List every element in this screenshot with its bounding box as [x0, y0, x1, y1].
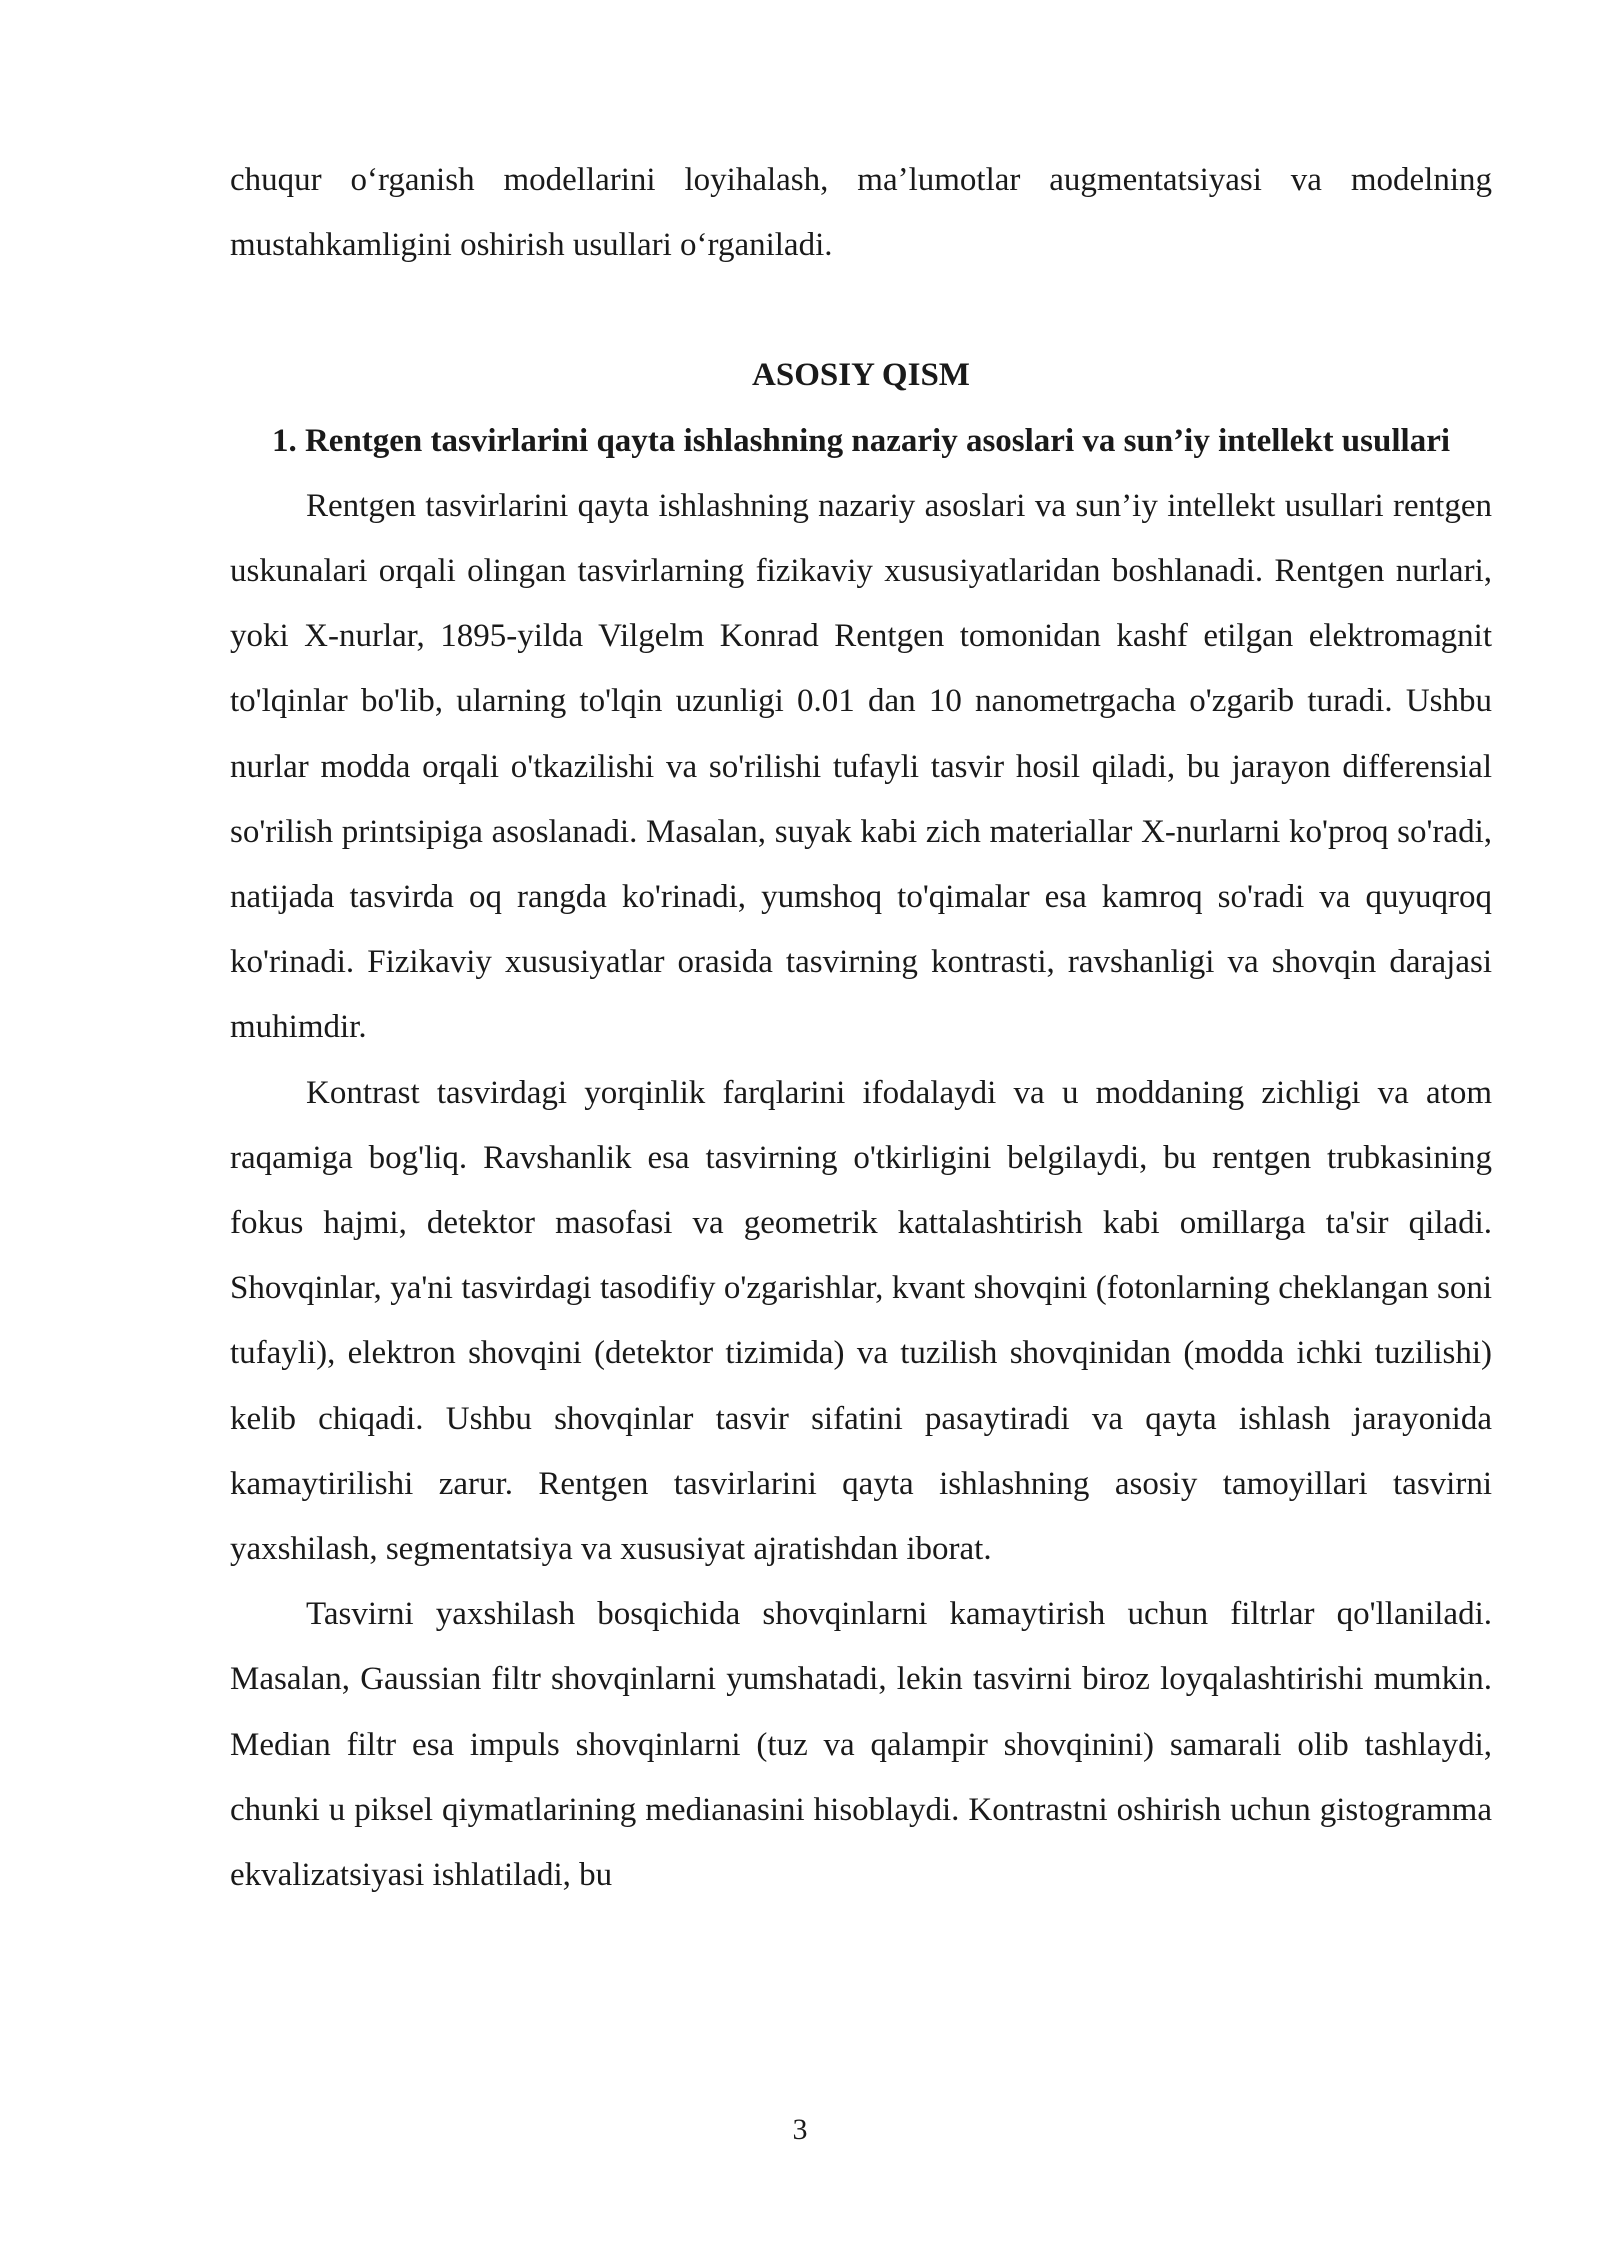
body-paragraph-2: Kontrast tasvirdagi yorqinlik farqlarini ifodalaydi va u moddaning zichligi va atom raqamiga bog'liq. Ravshanlik esa tasvirning o'tkirligini belgilaydi, bu rentgen trubkasining fokus hajmi, detektor masofasi va geometrik kattalashtirish kabi omillarga ta'sir qiladi. Shovqinlar, ya'ni tasvirdagi tasodifiy o'zgarishlar, kvant shovqini (fotonlarning cheklangan soni tufayli), elektron shovqini (detektor tizimida) va tuzilish shovqinidan (modda ichki tuzilishi) kelib chiqadi. Ushbu shovqinlar tasvir sifatini pasaytiradi va qayta ishlash jarayonida kamaytirilishi zarur. Rentgen tasvirlarini qayta ishlashning asosiy tamoyillari tasvirni yaxshilash, segmentatsiya va xususiyat ajratishdan iborat.: [230, 1074, 1492, 1568]
section-spacer: [230, 278, 1492, 343]
body-paragraph-3: Tasvirni yaxshilash bosqichida shovqinlarni kamaytirish uchun filtrlar qo'llaniladi. Masalan, Gaussian filtr shovqinlarni yumshatadi, lekin tasvirni biroz loyqalashtirishi mumkin. Median filtr esa impuls shovqinlarni (tuz va qalampir shovqinini) samarali olib tashlaydi, chunki u piksel qiymatlarining medianasini hisoblaydi. Kontrastni oshirish uchun gistogramma ekvalizatsiyasi ishlatiladi, bu: [230, 1596, 1492, 1894]
page-body: [230, 148, 1492, 1908]
body-paragraph-1: Rentgen tasvirlarini qayta ishlashning nazariy asoslari va sun’iy intellekt usullari rentgen uskunalari orqali olingan tasvirlarning fizikaviy xususiyatlaridan boshlanadi. Rentgen nurlari, yoki X-nurlar, 1895-yilda Vilgelm Konrad Rentgen tomonidan kashf etilgan elektromagnit to'lqinlar bo'lib, ularning to'lqin uzunligi 0.01 dan 10 nanometrgacha o'zgarib turadi. Ushbu nurlar modda orqali o'tkazilishi va so'rilishi tufayli tasvir hosil qiladi, bu jarayon differensial so'rilish printsipiga asoslanadi. Masalan, suyak kabi zich materiallar X-nurlarni ko'proq so'radi, natijada tasvirda oq rangda ko'rinadi, yumshoq to'qimalar esa kamroq so'radi va quyuqroq ko'rinadi. Fizikaviy xususiyatlar orasida tasvirning kontrasti, ravshanligi va shovqin darajasi muhimdir.: [230, 487, 1492, 1046]
subsection-title: 1. Rentgen tasvirlarini qayta ishlashning nazariy asoslari va sun’iy intellekt usullari: [271, 422, 1451, 459]
page-number: 3: [792, 2113, 808, 2146]
section-title: ASOSIY QISM: [752, 357, 970, 394]
intro-paragraph: chuqur oʻrganish modellarini loyihalash, maʼlumotlar augmentatsiyasi va modelning mustahkamligini oshirish usullari oʻrganiladi.: [230, 162, 1492, 264]
